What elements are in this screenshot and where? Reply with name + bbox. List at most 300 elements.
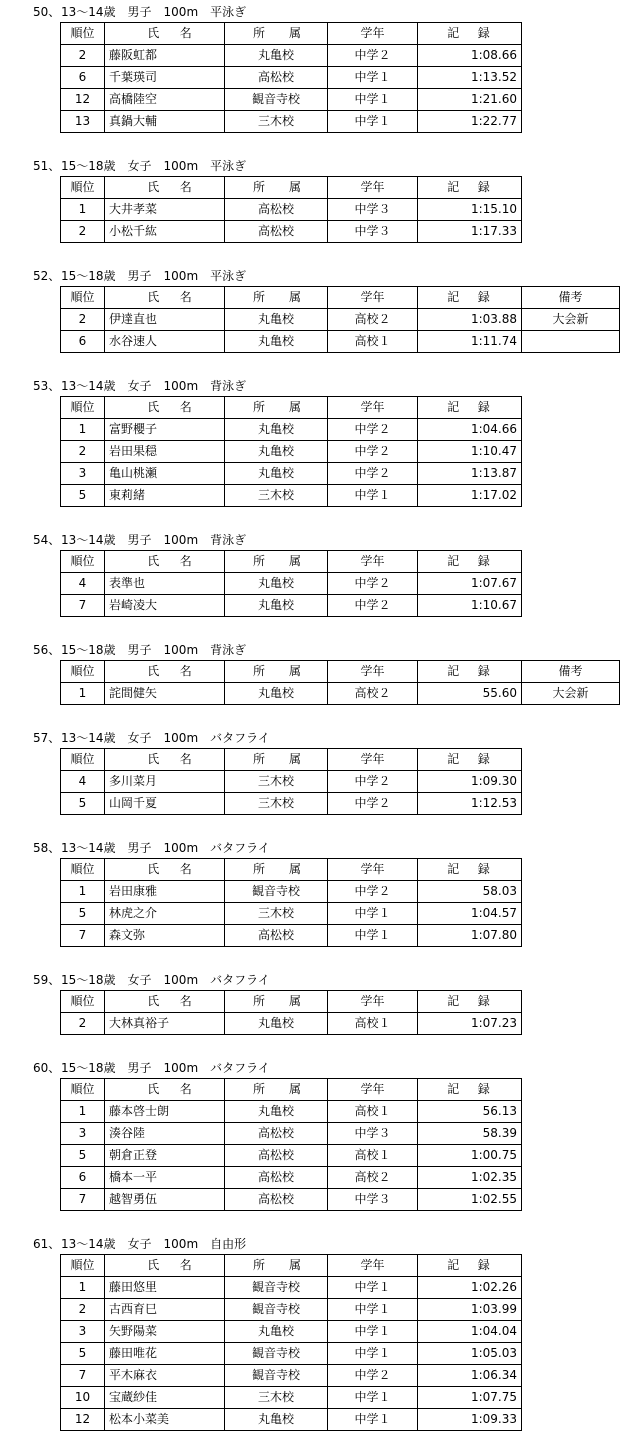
event-number: 52、 — [33, 269, 61, 283]
affiliation-cell: 丸亀校 — [225, 1101, 328, 1123]
table-row — [61, 199, 522, 221]
grade-cell: 高校２ — [328, 309, 418, 331]
results-table — [60, 176, 522, 243]
rank-cell: 5 — [61, 793, 105, 815]
grade-cell: 中学１ — [328, 111, 418, 133]
header-name-a: 氏 — [147, 862, 160, 876]
swimmer-name-cell: 林虎之介 — [105, 903, 225, 925]
affiliation-cell: 丸亀校 — [225, 1013, 328, 1035]
table-header-row — [61, 287, 620, 309]
affiliation-cell: 丸亀校 — [225, 463, 328, 485]
header-record-text — [418, 23, 517, 44]
header-grade: 学年 — [328, 859, 418, 881]
event-number: 51、 — [33, 159, 61, 173]
header-name-b: 名 — [179, 1258, 192, 1272]
header-record — [418, 859, 522, 881]
header-affiliation — [225, 177, 328, 199]
record-cell: 1:13.52 — [418, 67, 522, 89]
swimmer-name-cell: 表準也 — [105, 573, 225, 595]
header-name-text — [109, 177, 224, 198]
header-name-b: 名 — [179, 180, 192, 194]
table-row — [61, 309, 620, 331]
header-name-a: 氏 — [147, 180, 160, 194]
grade-cell: 高校２ — [328, 683, 418, 705]
header-affiliation — [225, 1255, 328, 1277]
grade-cell: 中学２ — [328, 573, 418, 595]
grade-cell: 中学１ — [328, 67, 418, 89]
record-cell: 1:15.10 — [418, 199, 522, 221]
header-name-a: 氏 — [147, 1082, 160, 1096]
rank-cell: 6 — [61, 67, 105, 89]
header-name-text — [109, 551, 224, 572]
header-name — [105, 1255, 225, 1277]
header-record-text — [418, 1255, 517, 1276]
grade-cell: 中学３ — [328, 1189, 418, 1211]
rank-cell: 1 — [61, 419, 105, 441]
table-row — [61, 463, 522, 485]
header-name — [105, 177, 225, 199]
rank-cell: 2 — [61, 309, 105, 331]
event-name: 13～14歳 男子 100m 平泳ぎ — [61, 5, 247, 19]
swimmer-name-cell: 橋本一平 — [105, 1167, 225, 1189]
rank-cell: 12 — [61, 89, 105, 111]
record-cell: 1:03.99 — [418, 1299, 522, 1321]
affiliation-cell: 観音寺校 — [225, 881, 328, 903]
header-rec-b: 録 — [477, 752, 490, 766]
grade-cell: 中学２ — [328, 881, 418, 903]
header-aff-a: 所 — [252, 26, 265, 40]
table-row — [61, 573, 522, 595]
event-name: 13～14歳 女子 100m 背泳ぎ — [61, 379, 247, 393]
header-rank: 順位 — [61, 1255, 105, 1277]
header-aff-b: 属 — [288, 1082, 301, 1096]
swimmer-name-cell: 湊谷陸 — [105, 1123, 225, 1145]
table-row — [61, 903, 522, 925]
header-rec-b: 録 — [477, 26, 490, 40]
header-name-b: 名 — [179, 862, 192, 876]
affiliation-cell: 高松校 — [225, 1145, 328, 1167]
affiliation-cell: 高松校 — [225, 221, 328, 243]
results-table — [60, 22, 522, 133]
header-name-b: 名 — [179, 400, 192, 414]
header-record-text — [418, 859, 517, 880]
header-name-text — [109, 1255, 224, 1276]
record-cell: 1:13.87 — [418, 463, 522, 485]
header-record-text — [418, 1079, 517, 1100]
record-cell: 1:04.66 — [418, 419, 522, 441]
record-cell: 1:06.34 — [418, 1365, 522, 1387]
swimmer-name-cell: 岩田果穏 — [105, 441, 225, 463]
note-cell — [522, 331, 620, 353]
header-rec-a: 記 — [447, 994, 460, 1008]
header-note: 備考 — [522, 661, 620, 683]
header-rec-a: 記 — [447, 1082, 460, 1096]
affiliation-cell: 三木校 — [225, 793, 328, 815]
header-aff-a: 所 — [252, 994, 265, 1008]
swimmer-name-cell: 藤田唯花 — [105, 1343, 225, 1365]
record-cell: 1:00.75 — [418, 1145, 522, 1167]
grade-cell: 中学１ — [328, 1343, 418, 1365]
affiliation-cell: 高松校 — [225, 1189, 328, 1211]
rank-cell: 4 — [61, 573, 105, 595]
header-aff-b: 属 — [288, 26, 301, 40]
header-grade: 学年 — [328, 1255, 418, 1277]
header-aff-a: 所 — [252, 862, 265, 876]
header-aff-a: 所 — [252, 664, 265, 678]
header-rank: 順位 — [61, 749, 105, 771]
grade-cell: 中学１ — [328, 1321, 418, 1343]
affiliation-cell: 高松校 — [225, 1123, 328, 1145]
record-cell: 1:10.67 — [418, 595, 522, 617]
swimmer-name-cell: 朝倉正登 — [105, 1145, 225, 1167]
header-aff-b: 属 — [288, 862, 301, 876]
event-name: 15～18歳 男子 100m 背泳ぎ — [61, 643, 247, 657]
rank-cell: 1 — [61, 199, 105, 221]
swimmer-name-cell: 水谷速人 — [105, 331, 225, 353]
affiliation-cell: 丸亀校 — [225, 441, 328, 463]
grade-cell: 中学２ — [328, 441, 418, 463]
rank-cell: 2 — [61, 441, 105, 463]
event-name: 15～18歳 女子 100m バタフライ — [61, 973, 270, 987]
grade-cell: 高校１ — [328, 331, 418, 353]
header-aff-a: 所 — [252, 1082, 265, 1096]
header-record-text — [418, 749, 517, 770]
event-name: 15～18歳 男子 100m バタフライ — [61, 1061, 270, 1075]
header-aff-b: 属 — [288, 554, 301, 568]
event-number: 53、 — [33, 379, 61, 393]
record-cell: 1:07.75 — [418, 1387, 522, 1409]
table-row — [61, 1277, 522, 1299]
header-rank: 順位 — [61, 23, 105, 45]
header-name-text — [109, 287, 224, 308]
affiliation-cell: 観音寺校 — [225, 89, 328, 111]
header-name-a: 氏 — [147, 400, 160, 414]
header-record — [418, 177, 522, 199]
event-number: 57、 — [33, 731, 61, 745]
header-record-text — [418, 551, 517, 572]
header-name — [105, 859, 225, 881]
header-name-a: 氏 — [147, 290, 160, 304]
header-rec-a: 記 — [447, 400, 460, 414]
record-cell: 1:09.33 — [418, 1409, 522, 1431]
header-name — [105, 661, 225, 683]
header-affiliation — [225, 749, 328, 771]
header-grade: 学年 — [328, 397, 418, 419]
header-aff-b: 属 — [288, 994, 301, 1008]
header-name-a: 氏 — [147, 554, 160, 568]
header-name-text — [109, 23, 224, 44]
record-cell: 1:07.23 — [418, 1013, 522, 1035]
header-affiliation-text — [225, 991, 327, 1012]
table-row — [61, 771, 522, 793]
swimmer-name-cell: 森文弥 — [105, 925, 225, 947]
grade-cell: 中学１ — [328, 1299, 418, 1321]
record-cell: 1:21.60 — [418, 89, 522, 111]
grade-cell: 中学１ — [328, 903, 418, 925]
header-affiliation — [225, 397, 328, 419]
header-rank: 順位 — [61, 991, 105, 1013]
swimmer-name-cell: 山岡千夏 — [105, 793, 225, 815]
grade-cell: 中学３ — [328, 199, 418, 221]
header-rec-a: 記 — [447, 554, 460, 568]
grade-cell: 中学１ — [328, 925, 418, 947]
record-cell: 1:03.88 — [418, 309, 522, 331]
table-row — [61, 67, 522, 89]
table-row — [61, 1013, 522, 1035]
header-affiliation-text — [225, 661, 327, 682]
header-record — [418, 1079, 522, 1101]
header-affiliation — [225, 991, 328, 1013]
grade-cell: 中学３ — [328, 221, 418, 243]
header-name-a: 氏 — [147, 664, 160, 678]
header-aff-b: 属 — [288, 752, 301, 766]
header-grade: 学年 — [328, 23, 418, 45]
record-cell: 1:10.47 — [418, 441, 522, 463]
header-record-text — [418, 287, 517, 308]
rank-cell: 3 — [61, 1123, 105, 1145]
event-number: 58、 — [33, 841, 61, 855]
header-name — [105, 749, 225, 771]
swimmer-name-cell: 岩崎凌大 — [105, 595, 225, 617]
table-row — [61, 111, 522, 133]
table-header-row — [61, 859, 522, 881]
rank-cell: 1 — [61, 683, 105, 705]
header-aff-a: 所 — [252, 1258, 265, 1272]
affiliation-cell: 丸亀校 — [225, 309, 328, 331]
rank-cell: 7 — [61, 1365, 105, 1387]
table-row — [61, 1167, 522, 1189]
header-aff-a: 所 — [252, 554, 265, 568]
header-name — [105, 23, 225, 45]
affiliation-cell: 三木校 — [225, 903, 328, 925]
table-header-row — [61, 1255, 522, 1277]
swimmer-name-cell: 松本小菜美 — [105, 1409, 225, 1431]
event-name: 13～14歳 女子 100m バタフライ — [61, 731, 270, 745]
swimmer-name-cell: 真鍋大輔 — [105, 111, 225, 133]
swimmer-name-cell: 岩田康雅 — [105, 881, 225, 903]
header-rec-b: 録 — [477, 1082, 490, 1096]
header-name-text — [109, 749, 224, 770]
results-table — [60, 286, 620, 353]
table-row — [61, 1123, 522, 1145]
event-number: 59、 — [33, 973, 61, 987]
affiliation-cell: 丸亀校 — [225, 1409, 328, 1431]
table-row — [61, 1101, 522, 1123]
header-affiliation-text — [225, 859, 327, 880]
grade-cell: 高校１ — [328, 1101, 418, 1123]
swimmer-name-cell: 亀山桃瀬 — [105, 463, 225, 485]
header-name-text — [109, 661, 224, 682]
header-grade: 学年 — [328, 551, 418, 573]
rank-cell: 1 — [61, 1101, 105, 1123]
swimmer-name-cell: 小松千紘 — [105, 221, 225, 243]
record-cell: 1:22.77 — [418, 111, 522, 133]
header-rec-a: 記 — [447, 752, 460, 766]
header-affiliation — [225, 661, 328, 683]
rank-cell: 12 — [61, 1409, 105, 1431]
header-rec-b: 録 — [477, 180, 490, 194]
header-rank: 順位 — [61, 397, 105, 419]
affiliation-cell: 高松校 — [225, 199, 328, 221]
table-row — [61, 419, 522, 441]
header-rec-a: 記 — [447, 862, 460, 876]
table-header-row — [61, 1079, 522, 1101]
event-name: 13～14歳 男子 100m 背泳ぎ — [61, 533, 247, 547]
rank-cell: 7 — [61, 595, 105, 617]
record-cell: 1:07.67 — [418, 573, 522, 595]
grade-cell: 中学１ — [328, 1409, 418, 1431]
table-row — [61, 1321, 522, 1343]
record-cell: 58.39 — [418, 1123, 522, 1145]
header-rank: 順位 — [61, 177, 105, 199]
header-affiliation — [225, 551, 328, 573]
header-rank: 順位 — [61, 287, 105, 309]
affiliation-cell: 丸亀校 — [225, 573, 328, 595]
header-aff-a: 所 — [252, 752, 265, 766]
header-rank: 順位 — [61, 859, 105, 881]
table-row — [61, 881, 522, 903]
record-cell: 1:17.02 — [418, 485, 522, 507]
affiliation-cell: 三木校 — [225, 485, 328, 507]
header-name-a: 氏 — [147, 994, 160, 1008]
header-rec-a: 記 — [447, 1258, 460, 1272]
table-header-row — [61, 23, 522, 45]
swimmer-name-cell: 詫間健矢 — [105, 683, 225, 705]
header-name-b: 名 — [179, 554, 192, 568]
header-name — [105, 397, 225, 419]
rank-cell: 1 — [61, 881, 105, 903]
header-grade: 学年 — [328, 177, 418, 199]
rank-cell: 5 — [61, 1343, 105, 1365]
header-grade: 学年 — [328, 749, 418, 771]
table-row — [61, 1299, 522, 1321]
record-cell: 1:04.04 — [418, 1321, 522, 1343]
affiliation-cell: 観音寺校 — [225, 1365, 328, 1387]
swimmer-name-cell: 越智勇伍 — [105, 1189, 225, 1211]
table-row — [61, 1145, 522, 1167]
header-rec-b: 録 — [477, 994, 490, 1008]
rank-cell: 2 — [61, 45, 105, 67]
header-affiliation — [225, 287, 328, 309]
rank-cell: 4 — [61, 771, 105, 793]
header-affiliation-text — [225, 177, 327, 198]
header-name-b: 名 — [179, 26, 192, 40]
rank-cell: 10 — [61, 1387, 105, 1409]
affiliation-cell: 観音寺校 — [225, 1299, 328, 1321]
header-affiliation — [225, 859, 328, 881]
record-cell: 55.60 — [418, 683, 522, 705]
header-aff-a: 所 — [252, 180, 265, 194]
grade-cell: 高校１ — [328, 1145, 418, 1167]
table-row — [61, 89, 522, 111]
header-rec-b: 録 — [477, 290, 490, 304]
swimmer-name-cell: 大林真裕子 — [105, 1013, 225, 1035]
swimmer-name-cell: 東莉緒 — [105, 485, 225, 507]
affiliation-cell: 高松校 — [225, 1167, 328, 1189]
header-grade: 学年 — [328, 287, 418, 309]
table-row — [61, 1409, 522, 1431]
header-record-text — [418, 177, 517, 198]
header-affiliation-text — [225, 1079, 327, 1100]
affiliation-cell: 観音寺校 — [225, 1343, 328, 1365]
header-record — [418, 23, 522, 45]
grade-cell: 中学２ — [328, 1365, 418, 1387]
header-note: 備考 — [522, 287, 620, 309]
header-name-a: 氏 — [147, 1258, 160, 1272]
header-rec-a: 記 — [447, 180, 460, 194]
event-number: 54、 — [33, 533, 61, 547]
header-record-text — [418, 991, 517, 1012]
header-aff-b: 属 — [288, 290, 301, 304]
header-rec-b: 録 — [477, 554, 490, 568]
header-name-a: 氏 — [147, 26, 160, 40]
header-record — [418, 551, 522, 573]
table-header-row — [61, 551, 522, 573]
record-cell: 58.03 — [418, 881, 522, 903]
table-header-row — [61, 661, 620, 683]
note-cell: 大会新 — [522, 683, 620, 705]
header-name-b: 名 — [179, 1082, 192, 1096]
header-name-b: 名 — [179, 290, 192, 304]
rank-cell: 5 — [61, 903, 105, 925]
grade-cell: 中学３ — [328, 1123, 418, 1145]
grade-cell: 中学１ — [328, 485, 418, 507]
header-record — [418, 287, 522, 309]
grade-cell: 中学２ — [328, 45, 418, 67]
header-name — [105, 1079, 225, 1101]
event-name: 15～18歳 女子 100m 平泳ぎ — [61, 159, 247, 173]
header-rec-a: 記 — [447, 290, 460, 304]
header-rank: 順位 — [61, 551, 105, 573]
swimmer-name-cell: 藤阪虹都 — [105, 45, 225, 67]
record-cell: 1:17.33 — [418, 221, 522, 243]
table-row — [61, 595, 522, 617]
header-rec-a: 記 — [447, 26, 460, 40]
rank-cell: 2 — [61, 1299, 105, 1321]
affiliation-cell: 高松校 — [225, 67, 328, 89]
table-row — [61, 925, 522, 947]
header-name — [105, 287, 225, 309]
results-table — [60, 550, 522, 617]
grade-cell: 中学１ — [328, 1387, 418, 1409]
results-table — [60, 858, 522, 947]
record-cell: 1:02.35 — [418, 1167, 522, 1189]
affiliation-cell: 三木校 — [225, 1387, 328, 1409]
record-cell: 1:02.26 — [418, 1277, 522, 1299]
header-name-b: 名 — [179, 664, 192, 678]
swimmer-name-cell: 伊達直也 — [105, 309, 225, 331]
header-record-text — [418, 397, 517, 418]
header-record-text — [418, 661, 517, 682]
rank-cell: 2 — [61, 221, 105, 243]
results-table — [60, 1078, 522, 1211]
rank-cell: 6 — [61, 1167, 105, 1189]
header-name-b: 名 — [179, 994, 192, 1008]
affiliation-cell: 観音寺校 — [225, 1277, 328, 1299]
table-row — [61, 1189, 522, 1211]
grade-cell: 中学１ — [328, 89, 418, 111]
record-cell: 56.13 — [418, 1101, 522, 1123]
record-cell: 1:04.57 — [418, 903, 522, 925]
table-row — [61, 221, 522, 243]
rank-cell: 5 — [61, 1145, 105, 1167]
affiliation-cell: 丸亀校 — [225, 683, 328, 705]
grade-cell: 中学２ — [328, 463, 418, 485]
record-cell: 1:02.55 — [418, 1189, 522, 1211]
rank-cell: 6 — [61, 331, 105, 353]
table-row — [61, 485, 522, 507]
event-name: 13～14歳 女子 100m 自由形 — [61, 1237, 247, 1251]
